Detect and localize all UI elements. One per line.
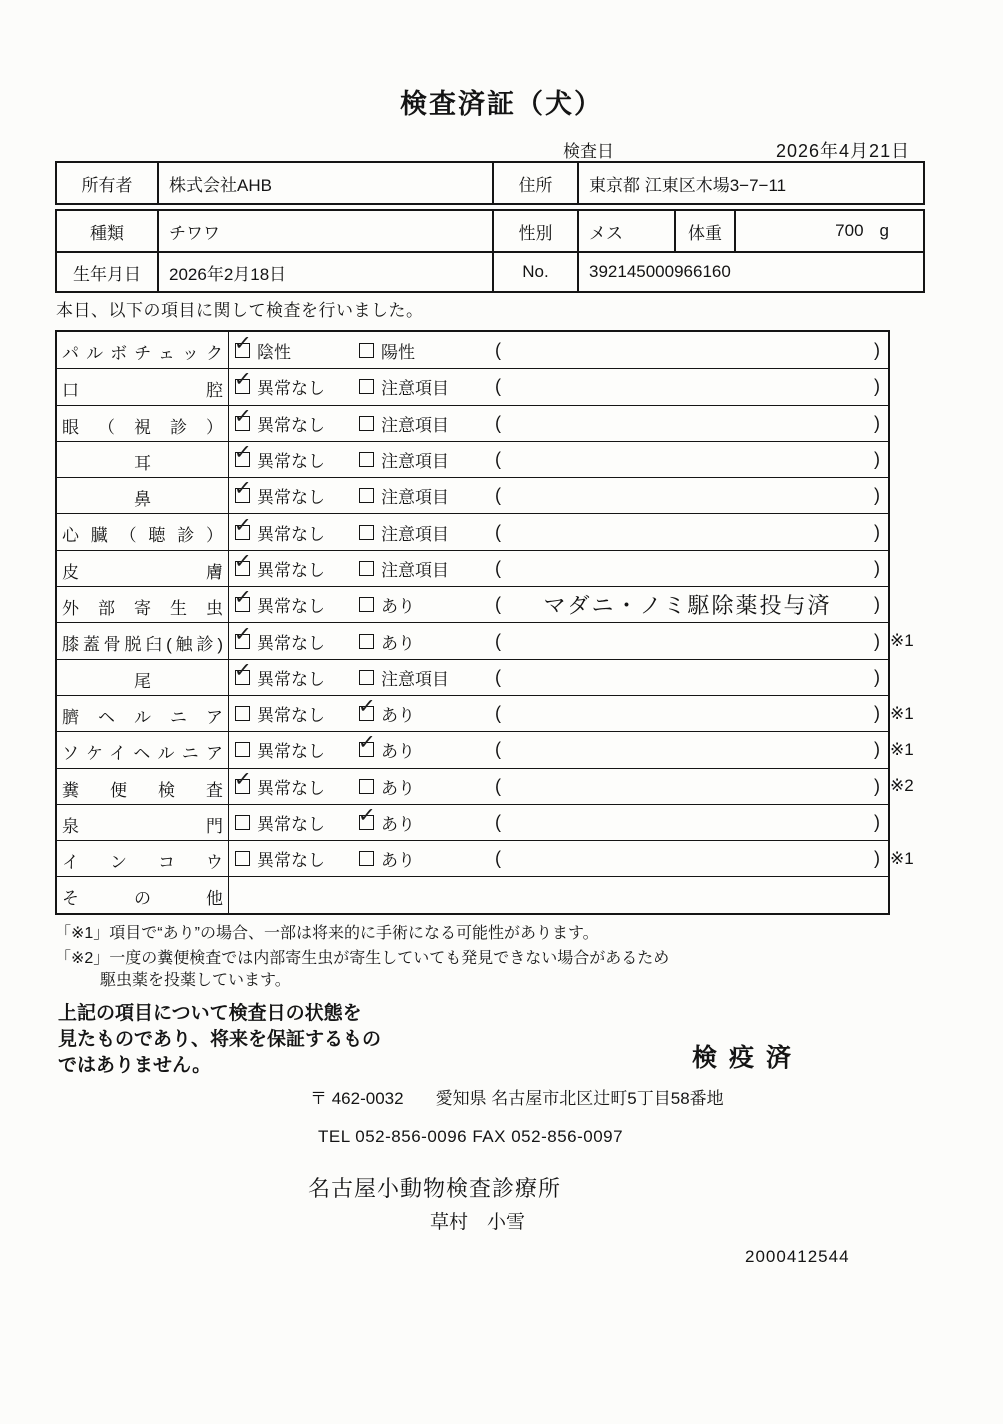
exam-option-label: あり xyxy=(381,706,415,726)
exam-item-label: パルボチェック xyxy=(57,332,229,368)
exam-option-label: 異常なし xyxy=(257,742,325,762)
exam-option-label: 異常なし xyxy=(257,488,325,508)
checkbox-checked-icon xyxy=(235,379,250,394)
exam-remarks xyxy=(495,660,880,695)
exam-remarks xyxy=(495,805,880,840)
breed-label: 種類 xyxy=(90,223,124,243)
exam-item-label: 鼻 xyxy=(57,478,229,513)
disclaimer-line-2: 見たものであり、将来を保証するもの xyxy=(58,1029,382,1050)
exam-option-label: 異常なし xyxy=(257,379,325,399)
exam-option xyxy=(235,732,325,767)
exam-item-label: 泉門 xyxy=(57,805,229,840)
exam-option xyxy=(359,587,415,622)
exam-item-result xyxy=(229,442,888,477)
paren-open: ( xyxy=(495,412,501,433)
checkbox-unchecked-icon xyxy=(359,597,374,612)
checkbox-checked-icon xyxy=(359,815,374,830)
footnote-mark: ※1 xyxy=(890,631,914,651)
exam-option-label: 異常なし xyxy=(257,524,325,544)
paren-close: ) xyxy=(874,376,880,397)
exam-option-label: 注意項目 xyxy=(381,488,449,508)
exam-item-label: 糞便検査 xyxy=(57,769,229,804)
footnote-2-line2: 駆虫薬を投薬しています。 xyxy=(100,972,291,989)
veterinarian-name: 草村 小雪 xyxy=(430,1212,526,1233)
paren-close: ) xyxy=(874,557,880,578)
exam-option xyxy=(235,841,325,876)
exam-option-label: あり xyxy=(381,778,415,798)
checkbox-checked-icon xyxy=(235,488,250,503)
pet-info-table xyxy=(55,209,925,293)
address-label: 住所 xyxy=(492,163,577,203)
exam-remarks xyxy=(495,841,880,876)
exam-remarks xyxy=(495,369,880,404)
clinic-tel-fax: TEL 052-856-0096 FAX 052-856-0097 xyxy=(318,1127,624,1146)
exam-remarks xyxy=(495,732,880,767)
exam-option xyxy=(235,369,325,404)
exam-option xyxy=(235,587,325,622)
checkbox-unchecked-icon xyxy=(359,561,374,576)
exam-option-label: 陽性 xyxy=(381,342,415,362)
exam-item-label: その他 xyxy=(57,877,229,912)
exam-remarks xyxy=(495,478,880,513)
intro-text: 本日、以下の項目に関して検査を行いました。 xyxy=(56,301,424,320)
paren-close: ) xyxy=(874,703,880,724)
exam-remarks xyxy=(495,332,880,368)
paren-open: ( xyxy=(495,666,501,687)
exam-item-result xyxy=(229,769,888,804)
footnote-mark: ※2 xyxy=(890,776,914,796)
paren-open: ( xyxy=(495,848,501,869)
exam-option-label: 注意項目 xyxy=(381,379,449,399)
exam-option-label: 異常なし xyxy=(257,778,325,798)
exam-table-row xyxy=(57,876,888,912)
exam-item-label: 膝蓋骨脱臼(触診) xyxy=(57,623,229,658)
exam-option-label: 異常なし xyxy=(257,633,325,653)
checkbox-unchecked-icon xyxy=(235,706,250,721)
paren-close: ) xyxy=(874,739,880,760)
exam-item-label: インコウ xyxy=(57,841,229,876)
exam-option-label: 異常なし xyxy=(257,597,325,617)
footnote-mark: ※1 xyxy=(890,848,914,868)
exam-option xyxy=(359,769,415,804)
inspection-date-value: 2026年4月21日 xyxy=(776,141,911,161)
exam-item-result xyxy=(229,587,888,622)
exam-option-label: あり xyxy=(381,815,415,834)
exam-item-result xyxy=(229,877,888,912)
exam-option xyxy=(235,805,325,840)
exam-item-result xyxy=(229,841,888,876)
owner-row xyxy=(57,163,923,203)
exam-option-label: あり xyxy=(381,742,415,762)
exam-table-row xyxy=(57,477,888,513)
exam-option xyxy=(359,442,449,477)
paren-close: ) xyxy=(874,848,880,869)
inspection-date-label: 検査日 xyxy=(563,142,614,161)
paren-close: ) xyxy=(874,775,880,796)
checkbox-unchecked-icon xyxy=(235,815,250,830)
exam-remarks xyxy=(495,514,880,549)
checkbox-unchecked-icon xyxy=(359,343,374,358)
disclaimer-line-3: ではありません。 xyxy=(58,1055,212,1076)
exam-remarks xyxy=(495,696,880,731)
exam-item-label: 心臓（聴診） xyxy=(57,514,229,549)
clinic-name: 名古屋小動物検査診療所 xyxy=(308,1176,562,1201)
exam-option-label: 異常なし xyxy=(257,669,325,689)
paren-close: ) xyxy=(874,412,880,433)
exam-table-row xyxy=(57,586,888,622)
footnote-mark: ※1 xyxy=(890,739,914,759)
exam-item-label: 口腔 xyxy=(57,369,229,404)
checkbox-checked-icon xyxy=(235,597,250,612)
exam-option-label: 異常なし xyxy=(257,851,325,871)
exam-option-label: 異常なし xyxy=(257,415,325,435)
paren-open: ( xyxy=(495,521,501,542)
exam-remarks xyxy=(495,623,880,658)
paren-close: ) xyxy=(874,630,880,651)
exam-item-result xyxy=(229,369,888,404)
exam-table-row xyxy=(57,550,888,586)
exam-item-label: 皮膚 xyxy=(57,551,229,586)
exam-option xyxy=(235,406,325,441)
exam-item-result xyxy=(229,406,888,441)
checkbox-checked-icon xyxy=(235,634,250,649)
exam-option-label: 注意項目 xyxy=(381,669,449,689)
exam-option-label: 注意項目 xyxy=(381,415,449,435)
exam-option xyxy=(359,696,415,731)
exam-option xyxy=(235,332,291,368)
exam-table-row xyxy=(57,332,888,368)
exam-option-label: 陰性 xyxy=(257,342,291,362)
checkbox-checked-icon xyxy=(235,779,250,794)
checkbox-unchecked-icon xyxy=(235,851,250,866)
exam-item-result xyxy=(229,805,888,840)
exam-item-label: ソケイヘルニア xyxy=(57,732,229,767)
paren-open: ( xyxy=(495,703,501,724)
exam-option-label: 異常なし xyxy=(257,452,325,472)
exam-option-label: 注意項目 xyxy=(381,560,449,580)
checkbox-unchecked-icon xyxy=(359,416,374,431)
checkbox-checked-icon xyxy=(359,742,374,757)
exam-option xyxy=(359,841,415,876)
exam-remarks xyxy=(495,406,880,441)
exam-option xyxy=(359,732,415,767)
exam-table xyxy=(55,330,914,915)
paren-open: ( xyxy=(495,594,501,615)
footnote-mark: ※1 xyxy=(890,703,914,723)
clinic-address-line xyxy=(310,1084,724,1109)
exam-table-row xyxy=(57,768,914,804)
exam-option-label: 注意項目 xyxy=(381,452,449,472)
owner-table xyxy=(55,161,925,205)
exam-option xyxy=(235,696,325,731)
paren-close: ) xyxy=(874,521,880,542)
checkbox-unchecked-icon xyxy=(359,525,374,540)
weight-label: 体重 xyxy=(674,211,734,251)
checkbox-checked-icon xyxy=(235,525,250,540)
exam-option xyxy=(235,478,325,513)
checkbox-unchecked-icon xyxy=(359,634,374,649)
exam-option xyxy=(359,514,449,549)
checkbox-unchecked-icon xyxy=(359,779,374,794)
disclaimer-text xyxy=(58,1001,381,1079)
paren-open: ( xyxy=(495,812,501,832)
exam-option-label: あり xyxy=(381,597,415,617)
exam-remarks xyxy=(495,587,880,622)
exam-item-label: 眼（視診） xyxy=(57,406,229,441)
owner-value: 株式会社AHB xyxy=(157,163,492,203)
checkbox-unchecked-icon xyxy=(359,670,374,685)
exam-table-row xyxy=(57,441,888,477)
exam-table-row xyxy=(57,513,888,549)
exam-table-row xyxy=(57,840,914,876)
weight-value-cell xyxy=(734,211,923,251)
exam-remarks xyxy=(495,551,880,586)
footnote-2-line1: 「※2」一度の糞便検査では内部寄生虫が寄生していても発見できない場合があるため xyxy=(55,950,670,967)
sex-label: 性別 xyxy=(492,211,577,251)
exam-option xyxy=(235,514,325,549)
exam-item-label: 外部寄生虫 xyxy=(57,587,229,622)
exam-option xyxy=(359,406,449,441)
number-value: 392145000966160 xyxy=(577,253,923,291)
exam-remarks xyxy=(495,442,880,477)
exam-item-result xyxy=(229,696,888,731)
checkbox-unchecked-icon xyxy=(359,452,374,467)
exam-item-result xyxy=(229,514,888,549)
paren-open: ( xyxy=(495,339,501,360)
exam-item-label: 耳 xyxy=(57,442,229,477)
checkbox-unchecked-icon xyxy=(359,488,374,503)
exam-option xyxy=(235,551,325,586)
quarantine-stamp: 検疫済 xyxy=(692,1044,804,1072)
paren-close: ) xyxy=(874,485,880,506)
checkbox-checked-icon xyxy=(235,452,250,467)
exam-option xyxy=(235,442,325,477)
exam-table-row xyxy=(57,659,888,695)
exam-option xyxy=(359,805,415,840)
checkbox-unchecked-icon xyxy=(359,851,374,866)
exam-item-label: 臍ヘルニア xyxy=(57,696,229,731)
exam-option xyxy=(235,660,325,695)
weight-unit: g xyxy=(879,221,889,240)
exam-option xyxy=(359,623,415,658)
exam-option xyxy=(359,551,449,586)
exam-option xyxy=(359,369,449,404)
serial-number: 2000412544 xyxy=(745,1247,850,1266)
exam-item-label: 尾 xyxy=(57,660,229,695)
exam-item-result xyxy=(229,478,888,513)
footnote-1: 「※1」項目で“あり”の場合、一部は将来的に手術になる可能性があります。 xyxy=(55,925,599,942)
exam-item-result xyxy=(229,551,888,586)
exam-option-label: 注意項目 xyxy=(381,524,449,544)
checkbox-checked-icon xyxy=(359,706,374,721)
checkbox-unchecked-icon xyxy=(235,742,250,757)
exam-item-result xyxy=(229,660,888,695)
breed-value: チワワ xyxy=(157,211,492,251)
exam-remarks-text: マダニ・ノミ駆除薬投与済 xyxy=(543,593,832,619)
owner-label: 所有者 xyxy=(81,175,133,195)
disclaimer-line-1: 上記の項目について検査日の状態を xyxy=(58,1003,362,1024)
paren-open: ( xyxy=(495,630,501,651)
exam-option xyxy=(235,623,325,658)
paren-close: ) xyxy=(874,339,880,360)
address-value: 東京都 江東区木場3−7−11 xyxy=(577,163,923,203)
pet-row-2 xyxy=(57,251,923,291)
paren-open: ( xyxy=(495,449,501,470)
exam-option xyxy=(359,660,449,695)
exam-table-row xyxy=(57,804,888,840)
exam-option-label: あり xyxy=(381,851,415,871)
paren-open: ( xyxy=(495,739,501,760)
checkbox-checked-icon xyxy=(235,416,250,431)
exam-option xyxy=(235,769,325,804)
checkbox-unchecked-icon xyxy=(359,379,374,394)
exam-option-label: 異常なし xyxy=(257,815,325,834)
exam-option-label: あり xyxy=(381,633,415,653)
exam-option xyxy=(359,332,415,368)
exam-table-row xyxy=(57,695,914,731)
number-label: No. xyxy=(492,253,577,291)
exam-table-row xyxy=(57,405,888,441)
paren-close: ) xyxy=(874,594,880,615)
birthdate-label: 生年月日 xyxy=(73,264,141,284)
sex-value: メス xyxy=(577,211,674,251)
clinic-postal-code: 〒 462-0032 xyxy=(310,1089,404,1108)
paren-close: ) xyxy=(874,449,880,470)
weight-value: 700 xyxy=(835,221,864,240)
paren-close: ) xyxy=(874,812,880,832)
exam-table-row xyxy=(57,731,914,767)
checkbox-checked-icon xyxy=(235,343,250,358)
exam-option-label: 異常なし xyxy=(257,560,325,580)
exam-item-result xyxy=(229,332,888,368)
birthdate-value: 2026年2月18日 xyxy=(157,253,492,291)
clinic-address: 愛知県 名古屋市北区辻町5丁目58番地 xyxy=(435,1089,724,1108)
paren-open: ( xyxy=(495,557,501,578)
paren-open: ( xyxy=(495,775,501,796)
exam-option xyxy=(359,478,449,513)
paren-open: ( xyxy=(495,485,501,506)
pet-row-1 xyxy=(57,211,923,251)
checkbox-checked-icon xyxy=(235,561,250,576)
page-title: 検査済証（犬） xyxy=(400,89,603,119)
exam-remarks xyxy=(495,769,880,804)
exam-item-result xyxy=(229,623,888,658)
paren-close: ) xyxy=(874,666,880,687)
exam-table-row xyxy=(57,622,914,658)
checkbox-checked-icon xyxy=(235,670,250,685)
paren-open: ( xyxy=(495,376,501,397)
exam-table-row xyxy=(57,368,888,404)
exam-item-result xyxy=(229,732,888,767)
exam-option-label: 異常なし xyxy=(257,706,325,726)
